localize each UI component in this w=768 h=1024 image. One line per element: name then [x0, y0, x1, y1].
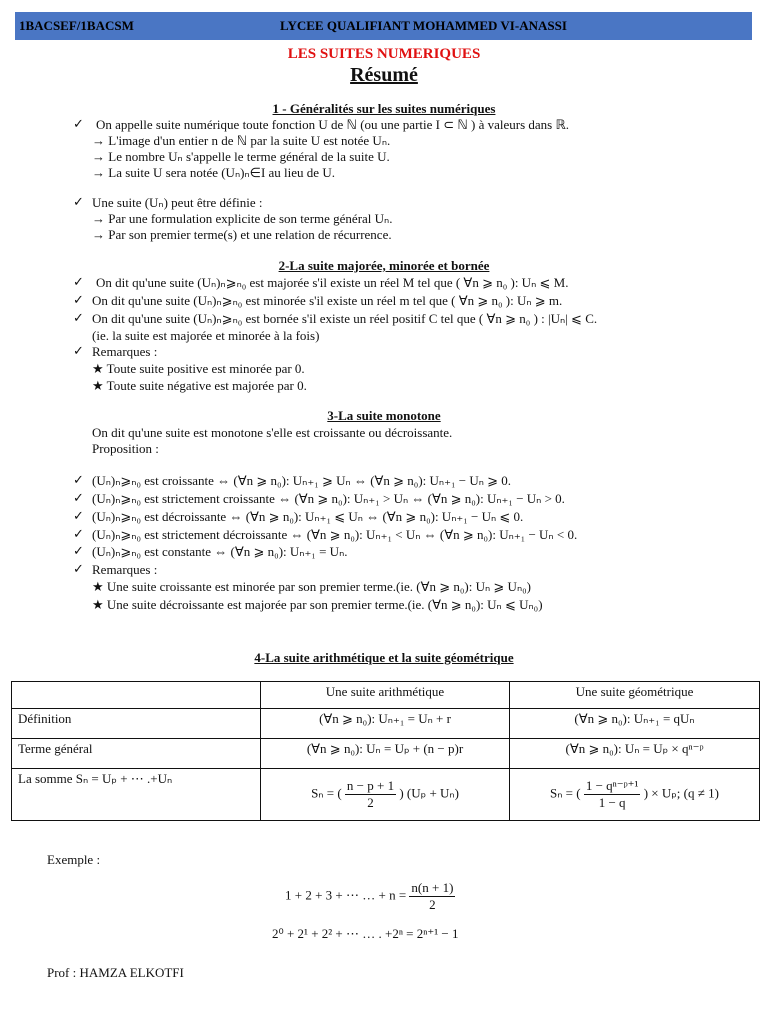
s1-line: → Le nombre Uₙ s'appelle le terme général de la suite U.	[92, 149, 390, 164]
table-cell	[12, 682, 261, 709]
s1-line: → Par son premier terme(s) et une relation de récurrence.	[92, 227, 392, 242]
table-row	[12, 709, 760, 739]
s1-line: Une suite (Uₙ) peut être définie :	[92, 195, 263, 210]
s2-line: ★ Toute suite positive est minorée par 0.	[92, 361, 305, 376]
check-icon: ✓	[73, 116, 84, 131]
s3-line: (Uₙ)ₙ⩾ₙ₀ est constante ⇔ (∀n ⩾ n₀): Uₙ₊₁ = Uₙ.	[92, 544, 348, 559]
check-icon: ✓	[73, 543, 84, 558]
s1-line: → L'image d'un entier n de ℕ par la suite U est notée Uₙ.	[92, 133, 391, 148]
suites-table	[11, 681, 760, 821]
check-icon: ✓	[73, 343, 84, 358]
s1-line: → La suite U sera notée (Uₙ)ₙ∈I au lieu de U.	[92, 165, 335, 180]
geo-sum-fraction	[584, 778, 641, 811]
arith-cell: (∀n ⩾ n₀): Uₙ₊₁ = Uₙ + r	[261, 709, 510, 739]
section-4-heading: 4-La suite arithmétique et la suite géométrique	[254, 650, 514, 665]
geo-sum-rhs: ) × Uₚ; (q ≠ 1)	[643, 785, 719, 801]
section-3-heading: 3-La suite monotone	[327, 408, 441, 423]
fraction-denominator: 1 − q	[598, 795, 626, 810]
page-title: LES SUITES NUMERIQUES	[287, 46, 481, 62]
section-1-heading: 1 - Généralités sur les suites numériques	[272, 101, 496, 116]
example-formula-2: 2⁰ + 2¹ + 2² + ⋯ … . +2ⁿ = 2ⁿ⁺¹ − 1	[272, 926, 459, 941]
row-label: Terme général	[12, 739, 261, 769]
s3-line: ★ Une suite croissante est minorée par son premier terme.(ie. (∀n ⩾ n₀): Uₙ ⩾ Uₙ₀)	[92, 579, 531, 594]
s1-line: On appelle suite numérique toute fonction U de ℕ (ou une partie I ⊂ ℕ ) à valeurs dans ℝ.	[96, 117, 570, 132]
example-formula-1	[285, 880, 455, 913]
s1-line: → Par une formulation explicite de son terme général Uₙ.	[92, 211, 393, 226]
check-icon: ✓	[73, 274, 84, 289]
example-label: Exemple :	[47, 852, 101, 867]
check-icon: ✓	[73, 490, 84, 505]
check-icon: ✓	[73, 526, 84, 541]
s2-line: On dit qu'une suite (Uₙ)ₙ⩾ₙ₀ est majorée s'il existe un réel M tel que ( ∀n ⩾ n₀ ): Uₙ ⩽ M.	[96, 275, 569, 290]
s3-line: (Uₙ)ₙ⩾ₙ₀ est décroissante ⇔ (∀n ⩾ n₀): Uₙ₊₁ ⩽ Uₙ ⇔ (∀n ⩾ n₀): Uₙ₊₁ − Uₙ ⩽ 0.	[92, 509, 524, 524]
s2-line: On dit qu'une suite (Uₙ)ₙ⩾ₙ₀ est bornée s'il existe un réel positif C tel que ( ∀n ⩾ n₀ ) : |Uₙ| ⩽ C.	[92, 311, 598, 326]
check-icon: ✓	[73, 310, 84, 325]
s3-line: Proposition :	[92, 441, 159, 456]
fraction-numerator: n(n + 1)	[411, 880, 454, 895]
section-2-heading: 2-La suite majorée, minorée et bornée	[278, 258, 490, 273]
s3-line: (Uₙ)ₙ⩾ₙ₀ est strictement croissante ⇔ (∀n ⩾ n₀): Uₙ₊₁ > Uₙ ⇔ (∀n ⩾ n₀): Uₙ₊₁ − Uₙ > 0.	[92, 491, 565, 506]
row-label: La somme Sₙ = Uₚ + ⋯ .+Uₙ	[12, 769, 261, 821]
check-icon: ✓	[73, 194, 84, 209]
arith-sum-cell	[261, 769, 510, 821]
check-icon: ✓	[73, 561, 84, 576]
arith-sum-lhs: Sₙ = (	[311, 785, 342, 801]
author-footer: Prof : HAMZA ELKOTFI	[47, 965, 184, 980]
s3-line: ★ Une suite décroissante est majorée par son premier terme.(ie. (∀n ⩾ n₀): Uₙ ⩽ Uₙ₀)	[92, 597, 543, 612]
school-name: LYCEE QUALIFIANT MOHAMMED VI-ANASSI	[280, 18, 567, 33]
s3-line: (Uₙ)ₙ⩾ₙ₀ est strictement décroissante ⇔ (∀n ⩾ n₀): Uₙ₊₁ < Uₙ ⇔ (∀n ⩾ n₀): Uₙ₊₁ − Uₙ < 0.	[92, 527, 578, 542]
geo-sum-cell	[510, 769, 760, 821]
header-bar	[15, 12, 752, 40]
geo-cell: (∀n ⩾ n₀): Uₙ₊₁ = qUₙ	[510, 709, 760, 739]
formula-1-lhs: 1 + 2 + 3 + ⋯ … + n =	[285, 887, 407, 903]
s2-line: ★ Toute suite négative est majorée par 0.	[92, 378, 307, 393]
check-icon: ✓	[73, 508, 84, 523]
fraction-numerator: 1 − qⁿ⁻ᵖ⁺¹	[585, 778, 639, 793]
s3-line: (Uₙ)ₙ⩾ₙ₀ est croissante ⇔ (∀n ⩾ n₀): Uₙ₊₁ ⩾ Uₙ ⇔ (∀n ⩾ n₀): Uₙ₊₁ − Uₙ ⩾ 0.	[92, 473, 512, 488]
s3-line: Remarques :	[92, 562, 158, 577]
fraction-denominator: 2	[367, 795, 374, 810]
arith-sum-fraction	[345, 778, 396, 811]
page-subtitle: Résumé	[350, 64, 418, 86]
arith-cell: (∀n ⩾ n₀): Uₙ = Uₚ + (n − p)r	[261, 739, 510, 769]
table-header-arith: Une suite arithmétique	[261, 682, 510, 709]
check-icon: ✓	[73, 292, 84, 307]
fraction-denominator: 2	[429, 897, 436, 912]
s3-line: On dit qu'une suite est monotone s'elle est croissante ou décroissante.	[92, 425, 453, 440]
class-label: 1BACSEF/1BACSM	[19, 18, 134, 33]
s2-line: (ie. la suite est majorée et minorée à la fois)	[92, 328, 320, 343]
formula-1-fraction	[409, 880, 455, 913]
geo-cell: (∀n ⩾ n₀): Uₙ = Uₚ × qⁿ⁻ᵖ	[510, 739, 760, 769]
s2-line: Remarques :	[92, 344, 158, 359]
table-row	[12, 739, 760, 769]
fraction-numerator: n − p + 1	[346, 778, 395, 793]
check-icon: ✓	[73, 472, 84, 487]
geo-sum-lhs: Sₙ = (	[550, 785, 581, 801]
row-label: Définition	[12, 709, 261, 739]
table-header-geo: Une suite géométrique	[510, 682, 760, 709]
table-row	[12, 769, 760, 821]
arith-sum-rhs: ) (Uₚ + Uₙ)	[399, 785, 459, 801]
table-header-row	[12, 682, 760, 709]
s2-line: On dit qu'une suite (Uₙ)ₙ⩾ₙ₀ est minorée s'il existe un réel m tel que ( ∀n ⩾ n₀ ): Uₙ ⩾ m.	[92, 293, 563, 308]
